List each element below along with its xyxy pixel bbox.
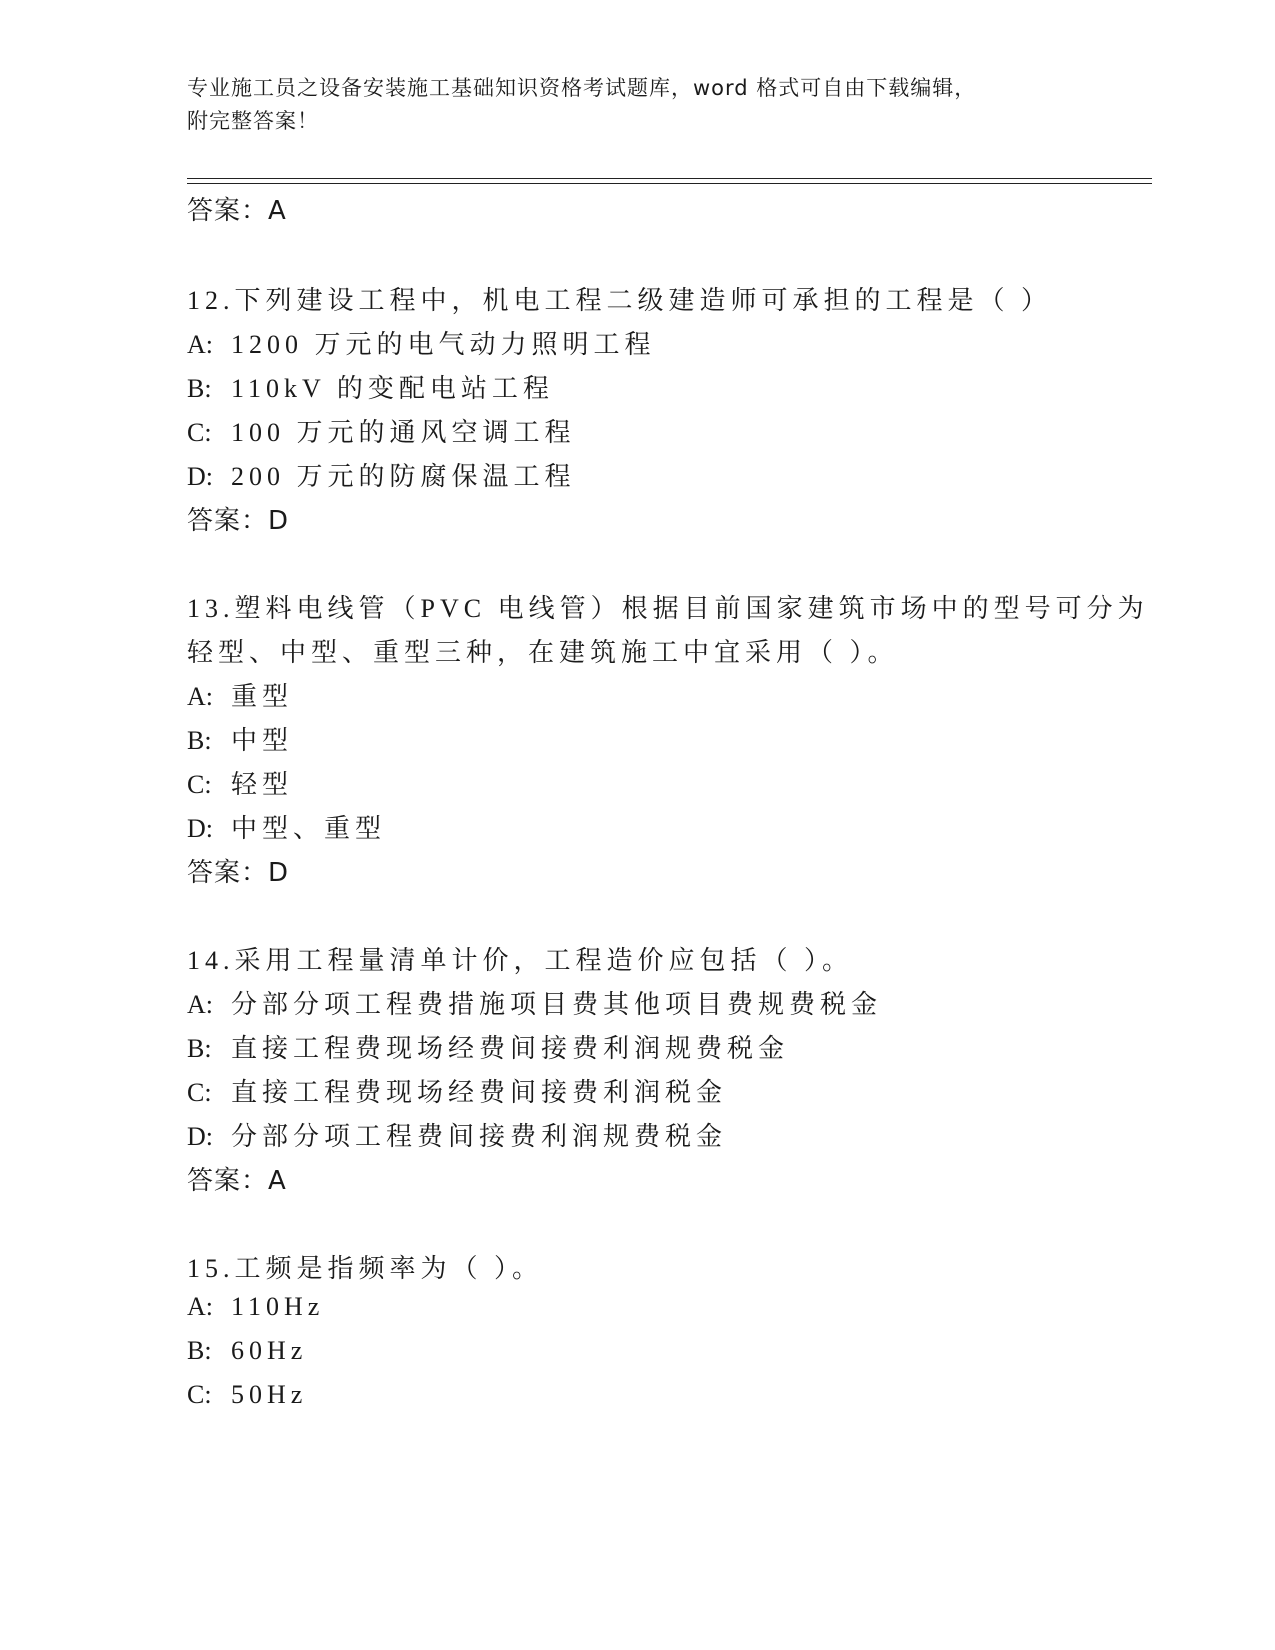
header-divider-bottom <box>187 183 1152 184</box>
option-text: 重型 <box>231 682 294 711</box>
option-text: 中型 <box>231 726 294 755</box>
question-13-text-line-1: 13.塑料电线管（PVC 电线管）根据目前国家建筑市场中的型号可分为 <box>187 594 1149 623</box>
option-text: 110kV 的变配电站工程 <box>231 374 554 403</box>
question-13-option-c[interactable] <box>187 764 293 801</box>
question-14-option-a[interactable] <box>187 984 882 1021</box>
option-text: 直接工程费现场经费间接费利润税金 <box>231 1078 728 1107</box>
question-13-option-b[interactable] <box>187 720 293 757</box>
option-label: A: <box>187 990 213 1019</box>
option-label: D: <box>187 1122 213 1151</box>
option-label: A: <box>187 330 213 359</box>
question-12-text: 12.下列建设工程中，机电工程二级建造师可承担的工程是（ ） <box>187 286 1053 315</box>
question-14-text: 14.采用工程量清单计价，工程造价应包括（ ）。 <box>187 946 854 975</box>
option-label: C: <box>187 770 212 799</box>
question-15-option-a[interactable] <box>187 1292 324 1322</box>
option-text: 110Hz <box>231 1292 325 1321</box>
question-12-option-d[interactable] <box>187 456 576 493</box>
option-text: 200 万元的防腐保温工程 <box>231 462 576 491</box>
previous-answer: 答案：A <box>187 196 287 226</box>
document-header <box>187 72 1087 138</box>
option-text: 60Hz <box>231 1336 308 1365</box>
question-12-option-a[interactable] <box>187 324 656 361</box>
option-label: C: <box>187 1380 212 1409</box>
option-label: B: <box>187 1336 212 1365</box>
option-label: B: <box>187 374 212 403</box>
question-13-text-line-2: 轻型、中型、重型三种，在建筑施工中宜采用（ ）。 <box>187 638 899 667</box>
question-13-option-a[interactable] <box>187 676 293 713</box>
option-text: 分部分项工程费措施项目费其他项目费规费税金 <box>231 990 883 1019</box>
option-text: 50Hz <box>231 1380 308 1409</box>
header-divider-top <box>187 178 1152 179</box>
option-text: 100 万元的通风空调工程 <box>231 418 576 447</box>
option-label: C: <box>187 1078 212 1107</box>
option-label: A: <box>187 682 213 711</box>
option-text: 分部分项工程费间接费利润规费税金 <box>231 1122 728 1151</box>
question-12-option-c[interactable] <box>187 412 576 449</box>
question-15-text: 15.工频是指频率为（ ）。 <box>187 1254 544 1283</box>
question-13-answer: 答案：D <box>187 858 290 888</box>
option-text: 轻型 <box>231 770 294 799</box>
question-13-option-d[interactable] <box>187 808 386 845</box>
option-label: C: <box>187 418 212 447</box>
option-text: 1200 万元的电气动力照明工程 <box>231 330 656 359</box>
header-line-1: 专业施工员之设备安装施工基础知识资格考试题库，word 格式可自由下载编辑， <box>187 76 977 100</box>
question-12-option-b[interactable] <box>187 368 554 405</box>
option-label: D: <box>187 814 213 843</box>
question-14-option-d[interactable] <box>187 1116 727 1153</box>
option-label: B: <box>187 726 212 755</box>
question-15-option-b[interactable] <box>187 1336 307 1366</box>
option-label: A: <box>187 1292 213 1321</box>
question-14-answer: 答案：A <box>187 1166 287 1196</box>
header-line-2: 附完整答案！ <box>187 109 319 133</box>
option-label: D: <box>187 462 213 491</box>
option-label: B: <box>187 1034 212 1063</box>
option-text: 直接工程费现场经费间接费利润规费税金 <box>231 1034 790 1063</box>
option-text: 中型、重型 <box>231 814 387 843</box>
question-14-option-c[interactable] <box>187 1072 727 1109</box>
question-12-answer: 答案：D <box>187 506 290 536</box>
question-15-option-c[interactable] <box>187 1380 307 1410</box>
question-14-option-b[interactable] <box>187 1028 789 1065</box>
